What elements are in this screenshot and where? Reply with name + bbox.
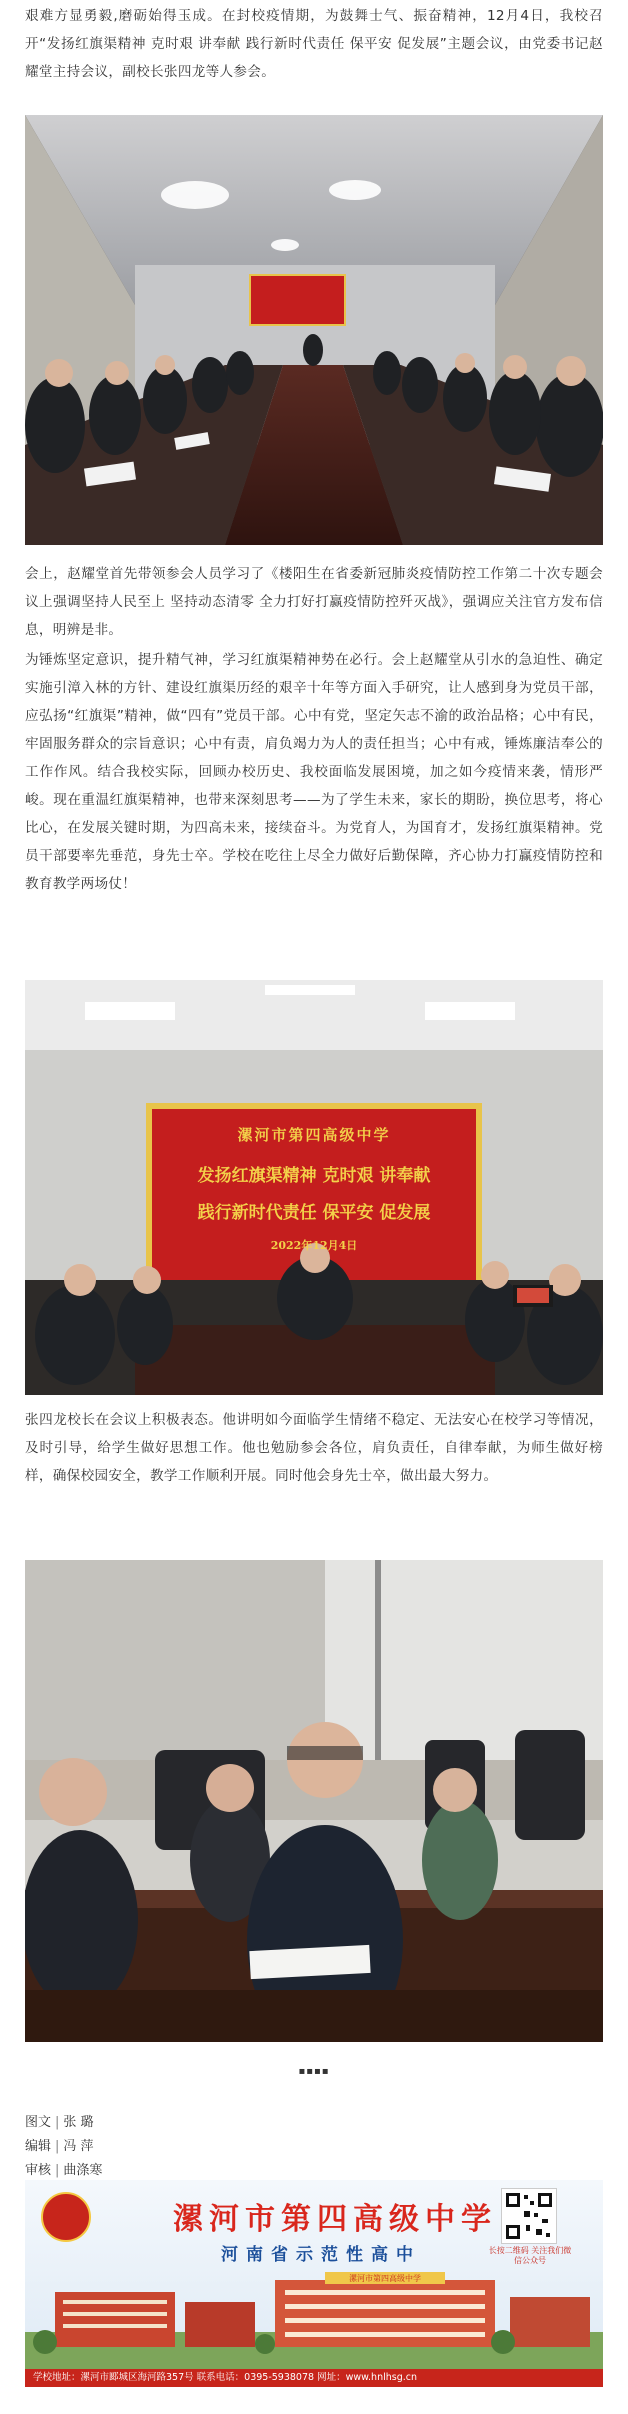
school-logo-icon (41, 2192, 91, 2242)
campus-buildings-image (25, 2272, 603, 2369)
credit-reviewer: 审核 | 曲涤寒 (25, 2163, 103, 2178)
school-footer-banner (25, 2180, 603, 2387)
credit-photo: 图文 | 张 璐 (25, 2115, 94, 2130)
meeting-photo-2 (25, 980, 603, 1395)
banner-date: 2022年12月4日 (270, 1239, 358, 1252)
meeting-photo-3 (25, 1560, 603, 2042)
banner-slogan-1: 发扬红旗渠精神 克时艰 讲奉献 (197, 1166, 431, 1186)
footer-subtitle: 河南省示范性高中 (221, 2245, 421, 2265)
article-paragraph-4: 张四龙校长在会议上积极表态。他讲明如今面临学生情绪不稳定、无法安心在校学习等情况，及时引导，给学生做好思想工作。他也勉励参会各位，肩负责任，自律奉献，为师生做好榜样，确保校园安全，教学工作顺利开展。同时他会身先士卒，做出最大努力。 (25, 1412, 603, 1484)
speaker-image (25, 1560, 603, 2042)
campus-sign: 漯河市第四高级中学 (349, 2274, 421, 2283)
section-divider-dots: ▪▪▪▪ (298, 2066, 330, 2077)
banner-school-name: 漯河市第四高级中学 (237, 1126, 391, 1144)
meeting-room-image (25, 115, 603, 545)
footer-school-name: 漯河市第四高级中学 (173, 2202, 497, 2237)
banner-slogan-2: 践行新时代责任 保平安 促发展 (197, 1203, 431, 1223)
article-paragraph-1: 艰难方显勇毅,磨砺始得玉成。在封校疫情期，为鼓舞士气、振奋精神，12月4日，我校召开“发扬红旗渠精神 克时艰 讲奉献 践行新时代责任 保平安 促发展”主题会议，由党委书记赵耀堂主持会议，副校长张四龙等人参会。 (25, 8, 603, 80)
article-paragraph-3: 为锤炼坚定意识，提升精气神，学习红旗渠精神势在必行。会上赵耀堂从引水的急迫性、确定实施引漳入林的方针、建设红旗渠历经的艰辛十年等方面入手研究，让人感到身为党员干部，应弘扬“红旗渠”精神，做“四有”党员干部。心中有党，坚定矢志不渝的政治品格；心中有民，牢固服务群众的宗旨意识；心中有责，肩负竭力为人的责任担当；心中有戒，锤炼廉洁奉公的工作作风。结合我校实际，回顾办校历史、我校面临发展困境，加之如今疫情来袭，情形严峻。现在重温红旗渠精神，也带来深刻思考——为了学生未来，家长的期盼，换位思考，将心比心，在发展关键时期，为四高未来，接续奋斗。为党育人，为国育才，发扬红旗渠精神。党员干部要率先垂范，身先士卒。学校在吃往上尽全力做好后勤保障，齐心协力打赢疫情防控和教育教学两场仗！ (25, 652, 603, 892)
qr-caption: 长按二维码 关注我们微信公众号 (488, 2246, 572, 2265)
article-paragraph-2: 会上，赵耀堂首先带领参会人员学习了《楼阳生在省委新冠肺炎疫情防控工作第二十次专题会议上强调坚持人民至上 坚持动态清零 全力打好打赢疫情防控歼灭战》，强调应关注官方发布信息，明辨是非。 (25, 566, 603, 638)
footer-contact-bar: 学校地址：漯河市郾城区海河路357号 联系电话：0395-5938078 网址：www.hnlhsg.cn (25, 2369, 603, 2387)
credit-editor: 编辑 | 冯 萍 (25, 2139, 94, 2154)
meeting-photo-1 (25, 115, 603, 545)
qr-code-icon[interactable] (501, 2188, 557, 2244)
